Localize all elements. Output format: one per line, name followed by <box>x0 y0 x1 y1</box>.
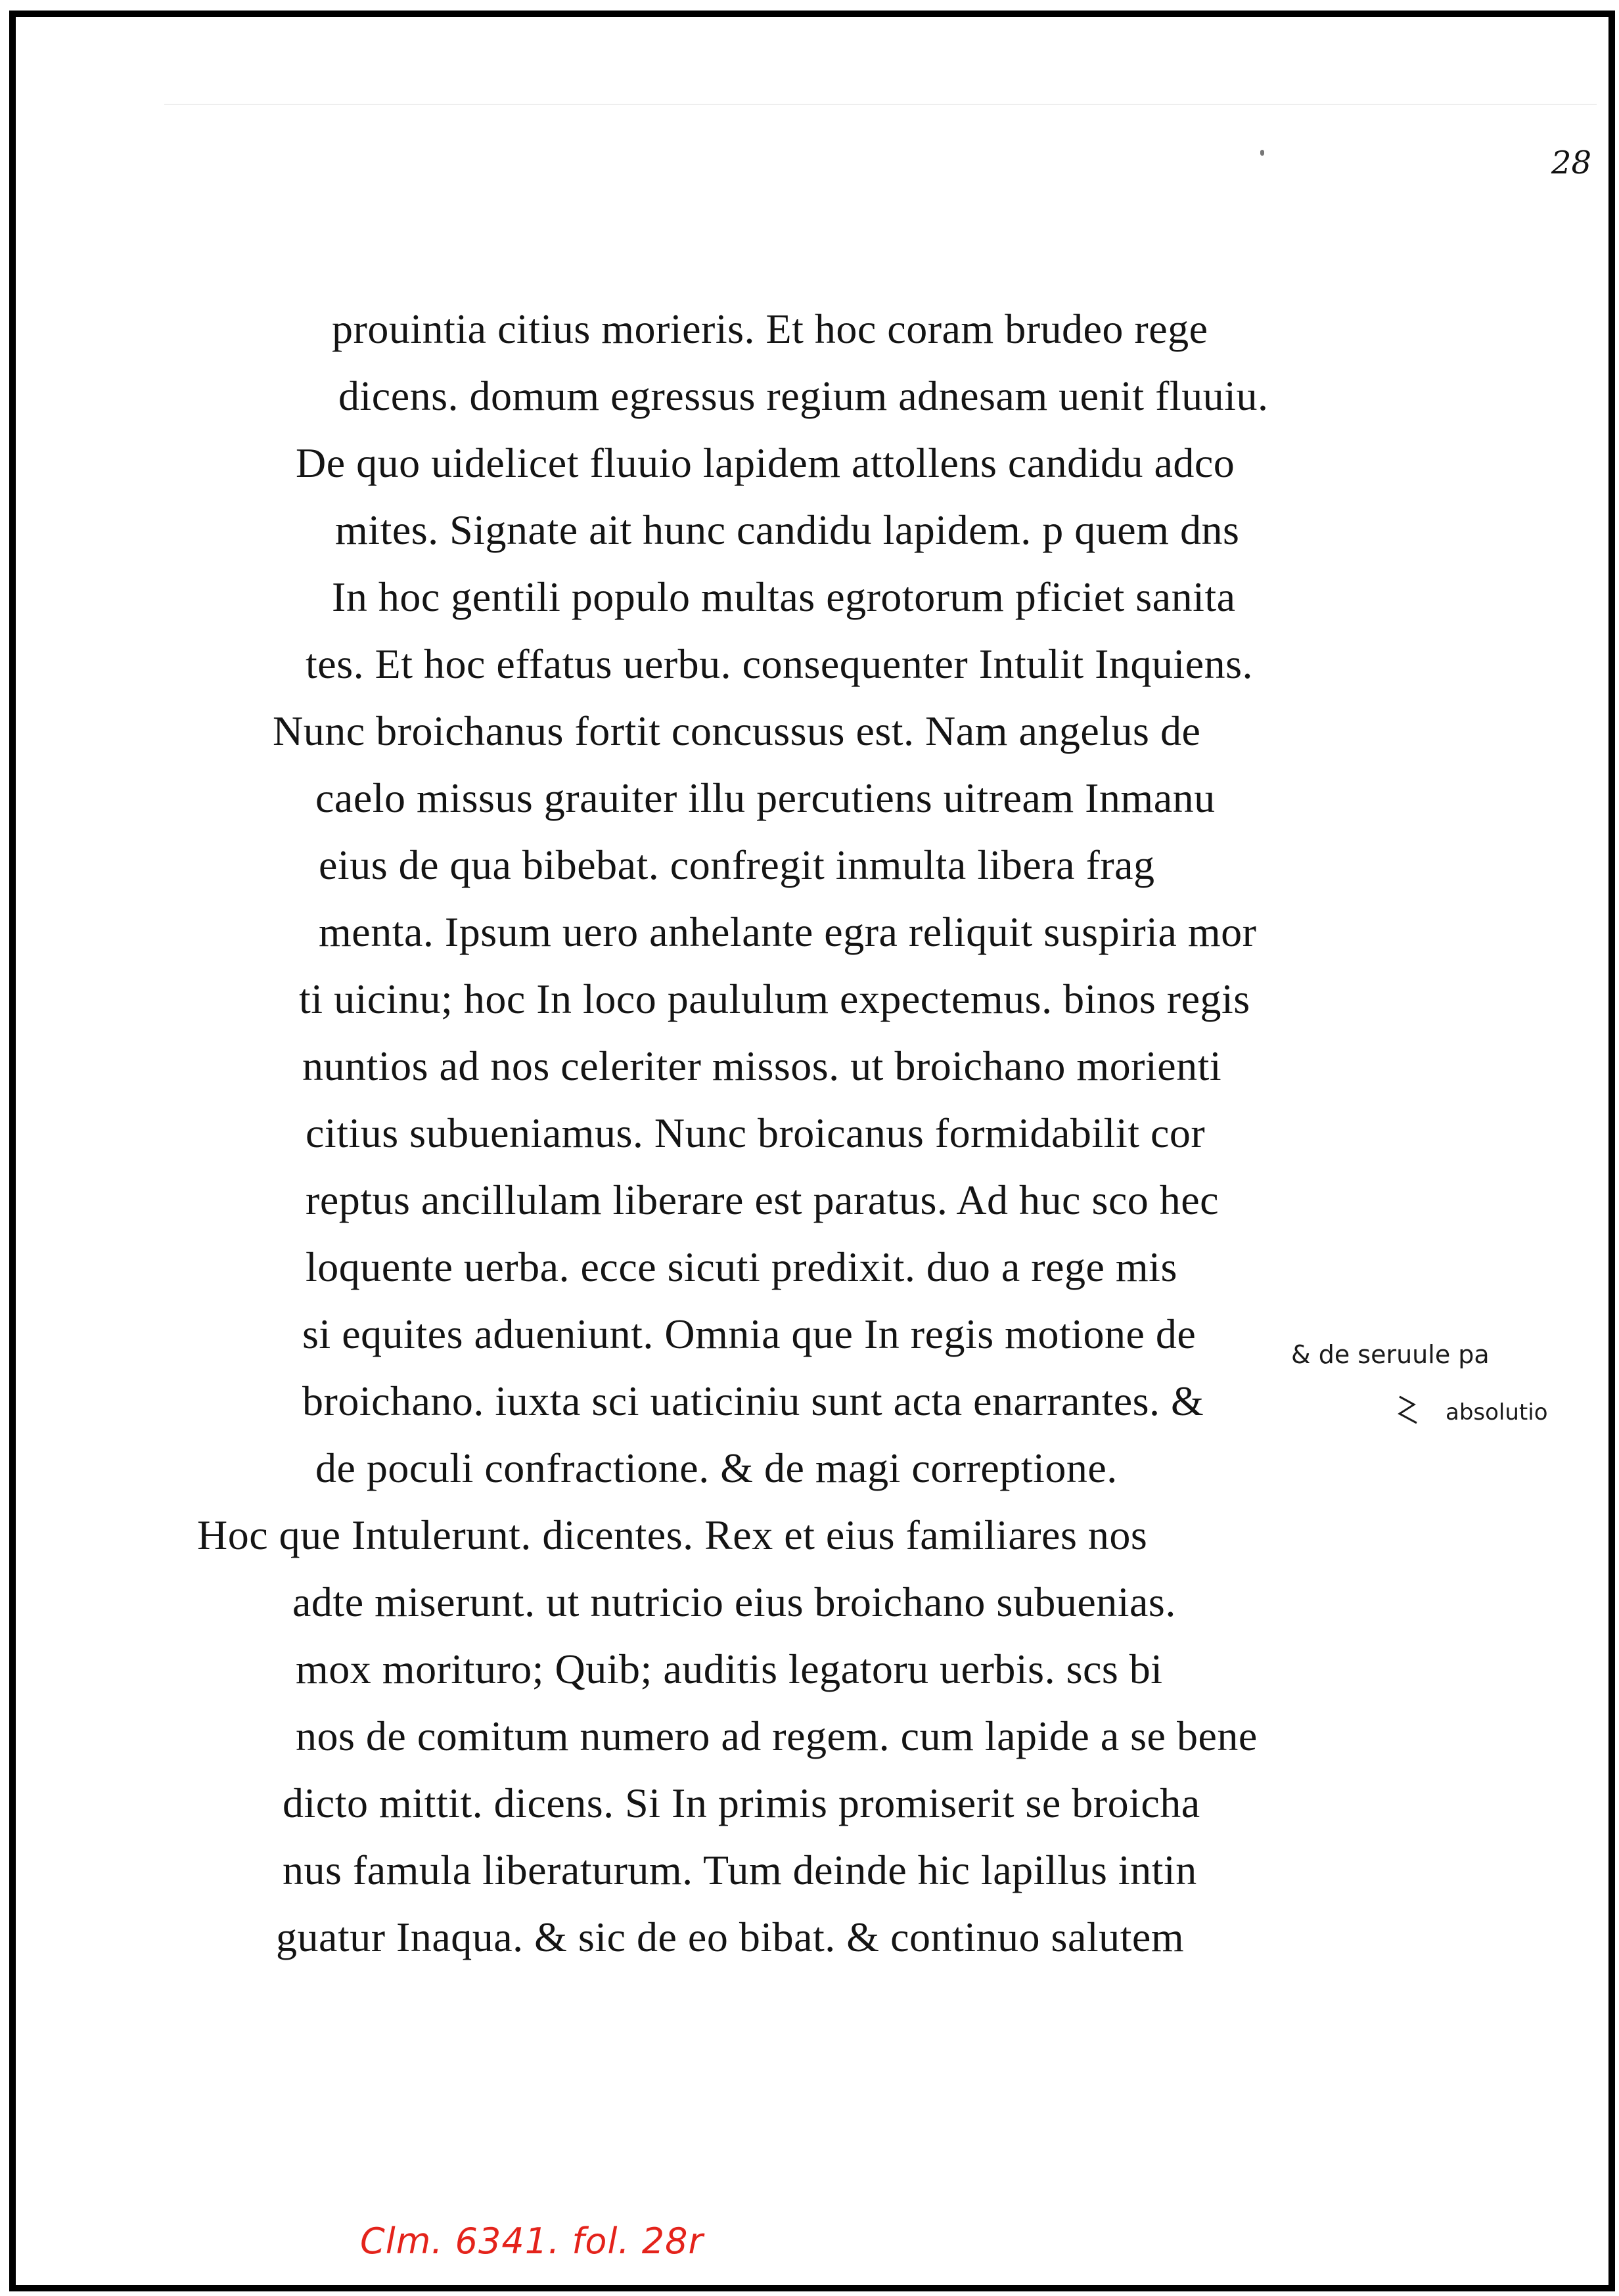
manuscript-line: si equites adueniunt. Omnia que In regis motione de <box>302 1311 1197 1357</box>
margin-note-absolutio: absolutio <box>1446 1399 1548 1426</box>
manuscript-line: ti uicinu; hoc In loco paululum expectemus. binos regis <box>299 976 1250 1022</box>
manuscript-line: loquente uerba. ecce sicuti predixit. duo a rege mis <box>306 1244 1177 1290</box>
manuscript-line: menta. Ipsum uero anhelante egra reliquit suspiria mor <box>319 909 1257 955</box>
manuscript-line: de poculi confractione. & de magi correptione. <box>315 1445 1118 1491</box>
ink-speck <box>1260 150 1264 156</box>
manuscript-line: mox morituro; Quib; auditis legatoru uerbis. scs bi <box>296 1646 1163 1692</box>
manuscript-line: nuntios ad nos celeriter missos. ut broichano morienti <box>302 1043 1222 1089</box>
manuscript-line: Nunc broichanus fortit concussus est. Nam angelus de <box>273 708 1201 754</box>
manuscript-line: reptus ancillulam liberare est paratus. Ad huc sco hec <box>306 1177 1220 1223</box>
manuscript-line: Hoc que Intulerunt. dicentes. Rex et eius familiares nos <box>197 1512 1148 1558</box>
margin-note-addition: & de seruule pa <box>1291 1340 1490 1369</box>
manuscript-line: caelo missus grauiter illu percutiens uitream Inmanu <box>315 775 1216 821</box>
manuscript-line: In hoc gentili populo multas egrotorum pficiet sanita <box>332 574 1236 620</box>
manuscript-line: De quo uidelicet fluuio lapidem attollens candidu adco <box>296 439 1235 486</box>
manuscript-text <box>197 296 1416 1971</box>
library-shelfmark: Clm. 6341. fol. 28r <box>360 2220 704 2262</box>
manuscript-line: guatur Inaqua. & sic de eo bibat. & continuo salutem <box>276 1914 1185 1960</box>
manuscript-line: adte miserunt. ut nutricio eius broichano subuenias. <box>292 1579 1176 1625</box>
manuscript-line: dicto mittit. dicens. Si In primis promiserit se broicha <box>283 1780 1200 1826</box>
manuscript-line: citius subueniamus. Nunc broicanus formidabilit cor <box>306 1110 1206 1156</box>
manuscript-line: broichano. iuxta sci uaticiniu sunt acta enarrantes. & <box>302 1378 1204 1424</box>
scan-edge-line <box>164 104 1597 105</box>
insertion-mark-icon <box>1394 1391 1427 1433</box>
manuscript-line: prouintia citius morieris. Et hoc coram brudeo rege <box>332 305 1208 352</box>
manuscript-line: nos de comitum numero ad regem. cum lapide a se bene <box>296 1713 1258 1759</box>
folio-number: 28 <box>1551 145 1591 181</box>
manuscript-line: mites. Signate ait hunc candidu lapidem. p quem dns <box>335 506 1240 553</box>
manuscript-line: eius de qua bibebat. confregit inmulta libera frag <box>319 842 1155 888</box>
manuscript-line: dicens. domum egressus regium adnesam uenit fluuiu. <box>338 372 1269 419</box>
manuscript-line: tes. Et hoc effatus uerbu. consequenter Intulit Inquiens. <box>306 641 1254 687</box>
manuscript-line: nus famula liberaturum. Tum deinde hic lapillus intin <box>283 1847 1197 1893</box>
